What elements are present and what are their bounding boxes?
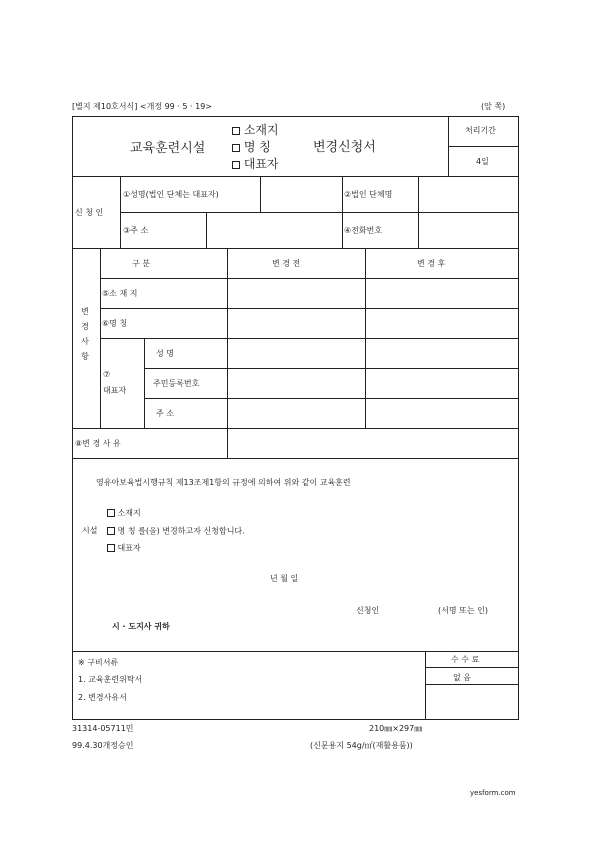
addressee: 시 · 도지사 귀하 bbox=[112, 622, 170, 631]
representative-number: ⑦ bbox=[103, 370, 111, 379]
name-before-field[interactable] bbox=[229, 310, 363, 336]
form-code: 31314-05711민 bbox=[72, 724, 134, 733]
declaration-option-name[interactable]: 명 칭 를(을) 변경하고자 신청합니다. bbox=[107, 527, 245, 536]
rep-address-label: 주 소 bbox=[156, 409, 174, 418]
reason-field[interactable] bbox=[229, 430, 517, 456]
changes-section-label: 변경사항 bbox=[81, 307, 89, 361]
checkbox-icon bbox=[232, 144, 240, 152]
column-before: 변 경 전 bbox=[272, 259, 301, 268]
column-category: 구 분 bbox=[132, 259, 150, 268]
address-label: ③주 소 bbox=[123, 226, 149, 235]
applicant-section-label: 신 청 인 bbox=[75, 208, 104, 217]
processing-period-value: 4일 bbox=[476, 157, 489, 166]
checkbox-icon bbox=[107, 544, 115, 552]
phone-label: ④전화번호 bbox=[344, 226, 383, 235]
declaration-option-representative[interactable]: 대표자 bbox=[107, 544, 141, 553]
approval-date: 99.4.30개정승인 bbox=[72, 741, 134, 750]
rep-name-label: 성 명 bbox=[156, 349, 174, 358]
name-field[interactable] bbox=[262, 178, 340, 210]
row-location-label: ⑤소 재 지 bbox=[102, 289, 138, 298]
form-title-prefix: 교육훈련시설 bbox=[130, 141, 206, 156]
title-option-representative[interactable]: 대표자 bbox=[232, 156, 279, 173]
fee-value: 없 음 bbox=[453, 673, 471, 682]
address-field[interactable] bbox=[208, 214, 340, 246]
fee-label: 수 수 료 bbox=[451, 655, 480, 664]
reason-label: ⑧변 경 사 유 bbox=[75, 439, 121, 448]
declaration-text: 영유아보육법시행규칙 제13조제1항의 규정에 의하여 위와 같이 교육훈련 bbox=[96, 478, 351, 487]
representative-label: 대표자 bbox=[103, 386, 127, 395]
date-line: 년 월 일 bbox=[270, 574, 299, 583]
column-after: 변 경 후 bbox=[417, 259, 446, 268]
representative-before-fields[interactable] bbox=[229, 340, 363, 426]
form-title-suffix: 변경신청서 bbox=[313, 140, 376, 155]
application-form bbox=[72, 116, 519, 720]
org-name-field[interactable] bbox=[420, 178, 516, 210]
phone-field[interactable] bbox=[420, 214, 516, 246]
paper-size: 210㎜×297㎜ bbox=[369, 724, 423, 733]
checkbox-icon bbox=[107, 509, 115, 517]
form-number-label: [별지 제10호서식] <개정 99 · 5 · 19> bbox=[72, 102, 212, 111]
name-label: ①성명(법인 단체는 대표자) bbox=[123, 190, 219, 199]
site-watermark[interactable]: yesform.com bbox=[470, 789, 516, 797]
page-side-label: (앞 쪽) bbox=[481, 102, 506, 111]
rep-id-label: 주민등록번호 bbox=[153, 379, 200, 388]
declaration-option-location[interactable]: 소재지 bbox=[107, 509, 141, 518]
signature-hint: (서명 또는 인) bbox=[438, 606, 488, 615]
title-options bbox=[232, 122, 279, 173]
title-option-location[interactable]: 소재지 bbox=[232, 122, 279, 139]
processing-period-label: 처리기간 bbox=[465, 126, 496, 135]
name-after-field[interactable] bbox=[367, 310, 517, 336]
applicant-sign-label: 신청인 bbox=[356, 606, 380, 615]
title-option-name[interactable]: 명 칭 bbox=[232, 139, 279, 156]
org-name-label: ②법인 단체명 bbox=[344, 190, 393, 199]
applicant-sign-field[interactable] bbox=[392, 600, 432, 616]
documents-heading: ※ 구비서류 bbox=[78, 658, 119, 667]
facility-label: 시설 bbox=[82, 526, 98, 535]
location-after-field[interactable] bbox=[367, 280, 517, 306]
row-name-label: ⑥명 칭 bbox=[102, 319, 128, 328]
location-before-field[interactable] bbox=[229, 280, 363, 306]
checkbox-icon bbox=[107, 527, 115, 535]
representative-after-fields[interactable] bbox=[367, 340, 517, 426]
checkbox-icon bbox=[232, 161, 240, 169]
paper-spec: (신문용지 54g/㎡(재활용품)) bbox=[310, 741, 413, 750]
checkbox-icon bbox=[232, 127, 240, 135]
document-item: 2. 변경사유서 bbox=[78, 693, 127, 702]
document-item: 1. 교육훈련위탁서 bbox=[78, 675, 143, 684]
